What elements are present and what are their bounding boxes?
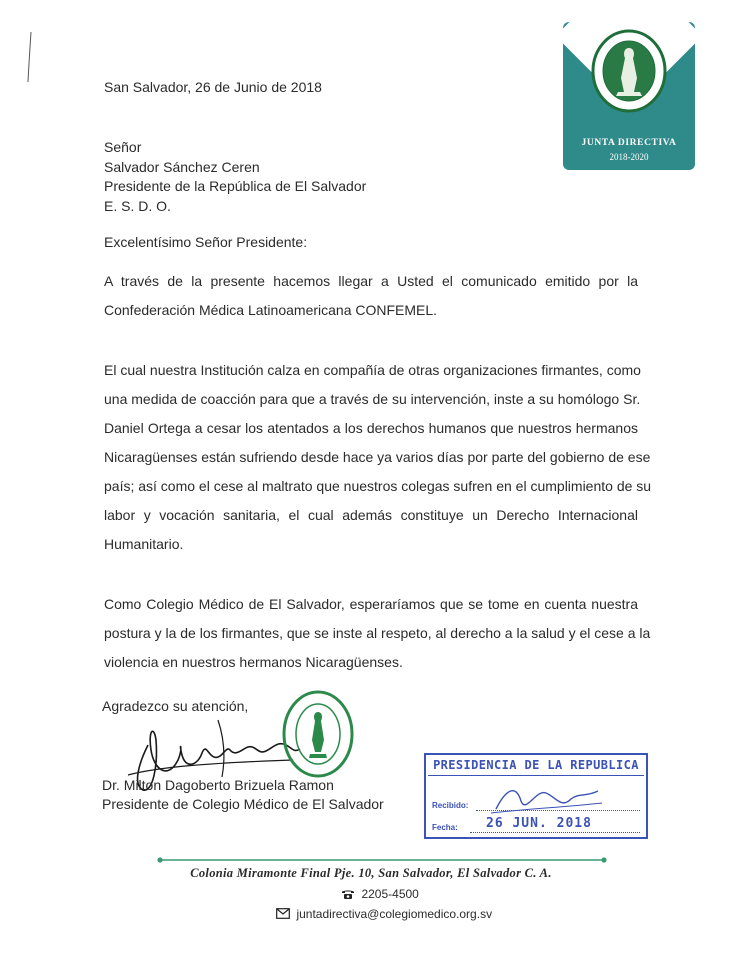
paragraph-line: El cual nuestra Institución calza en compañía de otras organizaciones firmantes, como [104, 362, 641, 378]
stamp-date-line [470, 832, 640, 833]
paragraph-line: Daniel Ortega a cesar los atentados a los derechos humanos que nuestros hermanos [104, 420, 638, 436]
paragraph-line: postura y la de los firmantes, que se inste al respeto, al derecho a la salud y el cese a la [104, 625, 651, 641]
stamp-date: 26 JUN. 2018 [486, 816, 592, 831]
college-seal-icon [590, 28, 668, 114]
body-paragraph-2 [104, 356, 652, 559]
date-line: San Salvador, 26 de Junio de 2018 [104, 79, 322, 95]
footer-email [276, 905, 492, 921]
salutation: Excelentísimo Señor Presidente: [104, 234, 308, 250]
closing-line: Agradezco su atención, [102, 698, 249, 714]
footer-phone [341, 885, 419, 901]
recipient-line: Presidente de la República de El Salvador [104, 178, 367, 194]
paragraph-line: una medida de coacción para que a través de su intervención, inste a su homólogo Sr. [104, 391, 641, 407]
phone-icon [341, 888, 355, 900]
signer-name: Dr. Milton Dagoberto Brizuela Ramon [102, 777, 334, 793]
footer-divider [156, 857, 608, 863]
paragraph-line: país; así como el cese al maltrato que nuestros colegas sufren en el cumplimiento de su [104, 478, 652, 494]
recipient-line: Señor [104, 139, 142, 155]
paragraph-line: Como Colegio Médico de El Salvador, esperaríamos que se tome en cuenta nuestra [104, 596, 638, 612]
signer-title: Presidente de Colegio Médico de El Salvador [102, 796, 384, 812]
stamp-received-label: Recibido: [432, 801, 469, 810]
stamp-title: PRESIDENCIA DE LA REPUBLICA [433, 758, 639, 772]
body-paragraph-1 [104, 267, 638, 325]
logo-title: JUNTA DIRECTIVA [581, 138, 677, 148]
stamp-date-label: Fecha: [432, 823, 458, 832]
recipient-block [104, 138, 366, 216]
body-paragraph-3 [104, 590, 651, 677]
paragraph-line: violencia en nuestros hermanos Nicaragüenses. [104, 654, 403, 670]
junta-directiva-logo [563, 22, 695, 170]
stamp-signature [486, 779, 606, 819]
phone-number: 2205-4500 [361, 886, 419, 901]
footer-address: Colonia Miramonte Final Pje. 10, San Salvador, El Salvador C. A. [190, 866, 552, 880]
recipient-line: Salvador Sánchez Ceren [104, 158, 260, 175]
paragraph-line: A través de la presente hacemos llegar a Usted el comunicado emitido por la [104, 273, 638, 289]
logo-years: 2018-2020 [609, 152, 649, 162]
paragraph-line: Nicaragüenses están sufriendo desde hace ya varios días por parte del gobierno de ese [104, 449, 651, 465]
scan-mark [27, 32, 33, 82]
reception-stamp [424, 753, 648, 839]
college-stamp-icon [280, 688, 356, 780]
paragraph-line: Confederación Médica Latinoamericana CONFEMEL. [104, 302, 438, 318]
recipient-line: E. S. D. O. [104, 197, 171, 214]
paragraph-line: labor y vocación sanitaria, el cual además constituye un Derecho Internacional [104, 507, 638, 523]
email-address: juntadirectiva@colegiomedico.org.sv [296, 906, 493, 921]
paragraph-line: Humanitario. [104, 536, 184, 552]
mail-icon [276, 908, 290, 919]
stamp-divider [428, 775, 644, 776]
